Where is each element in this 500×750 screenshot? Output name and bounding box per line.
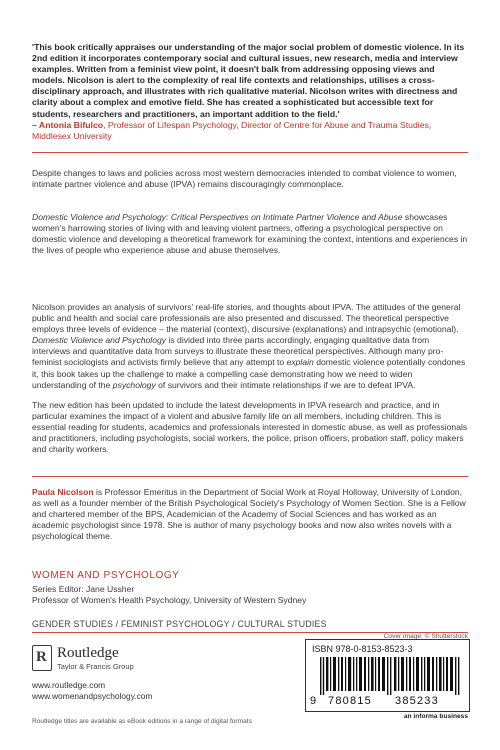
body-paragraph-4: The new edition has been updated to include the latest developments in IPVA research and practice, and in particular examines the impact of a violent and abusive family life on all members, including children. This is essential reading for students, academics and professionals interested in domestic abuse, as well as professionals and practitioners, including psychologists, social workers, the police, prison officers, probation staff, policy makers and charity workers. <box>32 400 468 455</box>
url-womenandpsychology: www.womenandpsychology.com <box>32 691 153 701</box>
publisher-urls <box>32 680 152 702</box>
p3-part-b: is divided into three parts accordingly, engaging qualitative data from interviews and quantitative data from surveys to illustrate these theoretical perspectives. Although many pro-feminist sociologists and activists firmly believe that any attempt to <box>32 335 444 368</box>
isbn-text: ISBN 978-0-8153-8523-3 <box>312 644 413 654</box>
routledge-logo-icon: R <box>32 645 52 671</box>
p3-psychology: psychology <box>112 379 156 390</box>
barcode-icon <box>320 657 460 695</box>
barcode-digits-left: 780815 <box>328 695 372 707</box>
p3-part-d: of survivors and their intimate relationships if we are to defeat IPVA. <box>155 379 416 390</box>
author-bio-text: is Professor Emeritus in the Department of Social Work at Royal Holloway, University of London, as well as a founder member of the British Psychological Society's Psychology of Women Section. She is a Fellow and chartered member of the BPS, Academician of the Academy of Social Sciences and has worked as an academic psychologist since 1978. She is author of many psychology books and now also writes novels with a psychological theme. <box>32 487 466 542</box>
publisher-subname: Taylor & Francis Group <box>57 662 134 671</box>
publisher-logo <box>32 645 134 671</box>
body-paragraph-2-text: showcases women's harrowing stories of living with and leaving violent partners, offering a psychological perspective on domestic violence and developing a theoretical framework for examining the context, intentions and experiences in the lives of people who experience abuse and abuse themselves. <box>32 212 468 256</box>
divider <box>32 152 468 153</box>
url-routledge: www.routledge.com <box>32 680 106 690</box>
p3-book-title: Domestic Violence and Psychology <box>32 335 167 346</box>
p3-explain: explain <box>286 357 314 368</box>
barcode-digits-right: 385233 <box>395 695 439 707</box>
p3-part-a: Nicolson provides an analysis of survivors' real-life stories, and thoughts about IPVA. The attitudes of the general public and health and social care professionals are also presented and discussed. The theoretical perspective employs three levels of evidence – the material (context), discursive (explanations) and intrapsychic (emotional). <box>32 302 461 335</box>
book-title-italic: Domestic Violence and Psychology: Critical Perspectives on Intimate Partner Violence and Abuse <box>32 212 403 222</box>
series-editor: Series Editor: Jane Ussher <box>32 584 135 594</box>
quote-text: 'This book critically appraises our understanding of the major social problem of domestic violence. In its 2nd edition it incorporates contemporary social and cultural issues, new research, media and interview examples. Written from a feminist view point, it doesn't balk from addressing opposing views and models. Nicolson is alert to the complexity of real life contexts and relationships, utilises a cross-disciplinary approach, and illustrates with rich qualitative material. Nicolson writes with directness and clarity about a complex and emotive field. She has created a sophisticated but accessible text for students, researchers and practitioners, an important addition to the field.' <box>32 42 465 119</box>
ebook-footer-note: Routledge titles are available as eBook editions in a range of digital formats <box>32 718 252 725</box>
publisher-name: Routledge <box>57 645 119 661</box>
p3-part-c: domestic violence potentially condones it, this book takes up the challenge to make a compelling case demonstrating how we need to widen understanding of the <box>32 357 466 390</box>
body-paragraph-2 <box>32 212 468 256</box>
author-bio <box>32 487 468 542</box>
body-paragraph-3 <box>32 302 468 391</box>
body-paragraph-1: Despite changes to laws and policies across most western democracies intended to combat violence to women, intimate partner violence and abuse (IPVA) remains discouragingly commonplace. <box>32 168 457 190</box>
barcode-box <box>305 639 470 712</box>
author-name: Paula Nicolson <box>32 487 94 497</box>
quote-attribution-role: , Professor of Lifespan Psychology, Director of Centre for Abuse and Trauma Studies, Middlesex University <box>32 119 432 141</box>
divider <box>32 476 468 477</box>
series-title: WOMEN AND PSYCHOLOGY <box>32 570 180 581</box>
cover-credit: Cover image: © Shutterstock <box>383 633 468 640</box>
barcode-digit-lead: 9 <box>310 695 318 707</box>
informa-tagline: an informa business <box>403 713 468 720</box>
quote-attribution-name: – Antonia Bifulco <box>32 119 104 130</box>
subject-categories: GENDER STUDIES / FEMINIST PSYCHOLOGY / CULTURAL STUDIES <box>32 619 327 629</box>
series-editor-role: Professor of Women's Health Psychology, University of Western Sydney <box>32 595 307 605</box>
endorsement-quote <box>32 42 468 142</box>
